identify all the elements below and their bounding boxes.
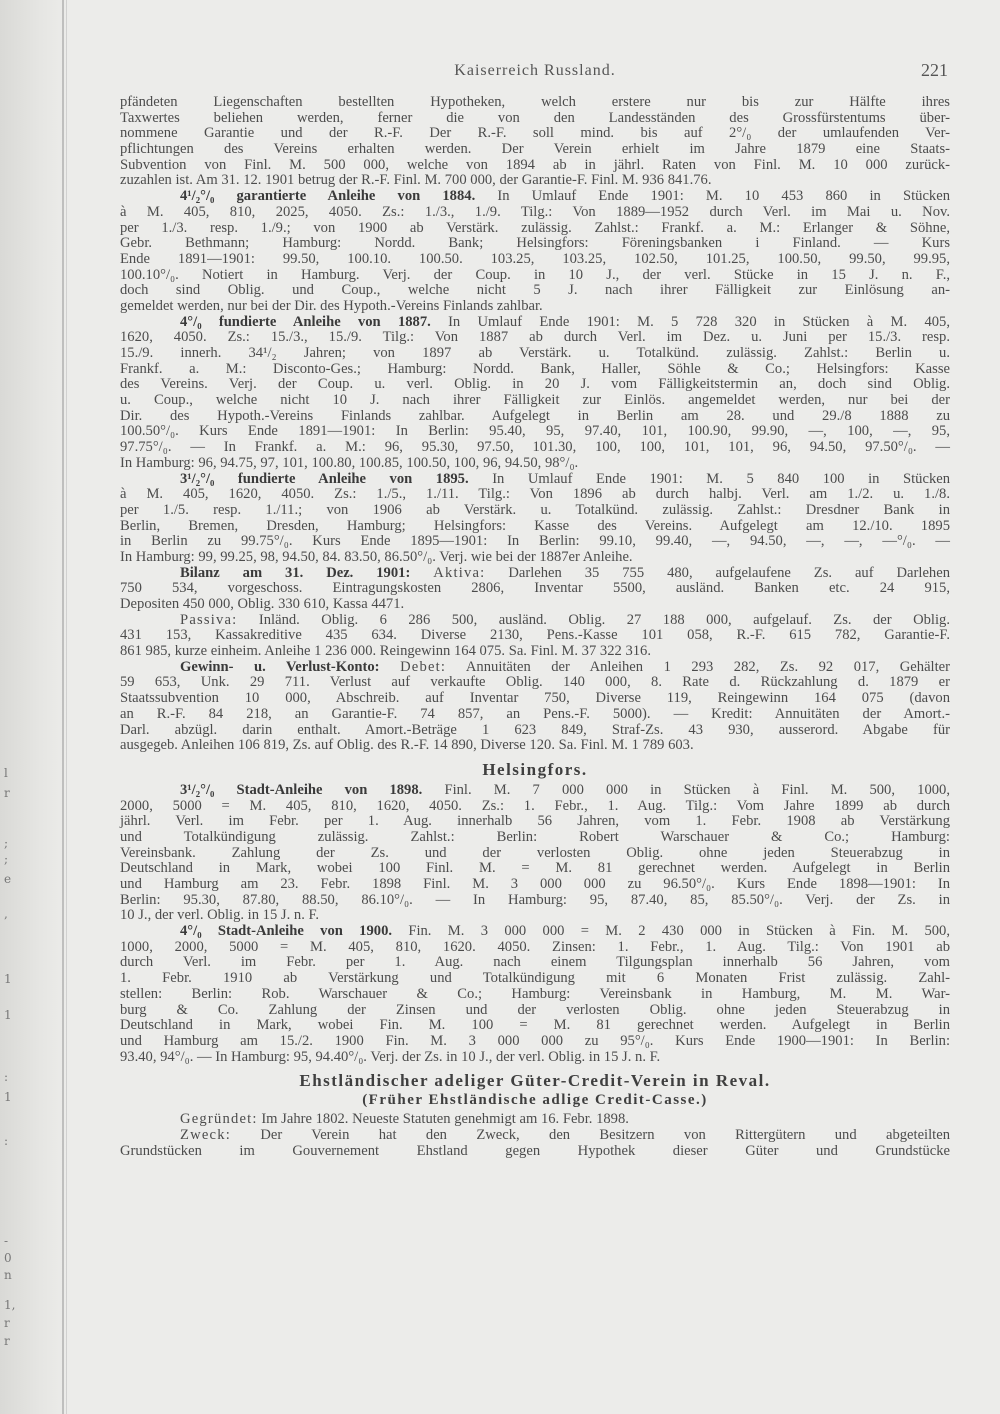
text-line: Finl. M. 7 000 000 in Stücken à Finl. M. 500, 1000, bbox=[444, 781, 950, 798]
margin-mark: r bbox=[4, 786, 10, 800]
text-line: Berlin, Bremen, Dresden, Hamburg; Helsingfors: Kasse des Vereins. Aufgelegt am 12./10. 1895 bbox=[120, 517, 950, 534]
text-line: Gebr. Bethmann; Hamburg: Nordd. Bank; Helsingfors: Föreningsbanken i Finland. — Kurs bbox=[120, 235, 950, 252]
text-line: Im Jahre 1802. Neueste Statuten genehmigt am 16. Febr. 1898. bbox=[261, 1111, 629, 1128]
page-number: 221 bbox=[921, 60, 948, 80]
text-line: Grundstücken im Gouvernement Ehstland gegen Hypothek dieser Güter und Grundstücke bbox=[120, 1142, 950, 1159]
text-line: ausgegeb. Anleihen 106 819, Zs. auf Oblig. des R.-F. 14 890, Diverse 120. Sa. Finl. M. 1 789 603. bbox=[120, 737, 694, 754]
text-line: 431 153, Kassakreditive 435 634. Diverse 2130, Pens.-Kasse 101 058, R.-F. 615 782, Garantie-F. bbox=[120, 627, 950, 644]
text-line: Ende 1891—1901: 99.50, 100.10. 100.50. 103.25, 103.25, 102.50, 101.25, 100.50, 99.50, 99.95, bbox=[120, 250, 950, 267]
text-line: 100.50°/₀. Kurs Ende 1891—1901: In Berlin: 95.40, 95, 97.40, 101, 100.90, 99.90, —, 100, —, 95, bbox=[120, 423, 950, 440]
margin-mark: r bbox=[4, 1334, 10, 1348]
text-line: Fin. M. 3 000 000 = M. 2 430 000 in Stücken à Fin. M. 500, bbox=[408, 923, 951, 940]
section-heading-estland: Ehstländischer adeliger Güter-Credit-Verein in Reval. bbox=[299, 1071, 771, 1091]
balance-label: Passiva: bbox=[180, 611, 238, 628]
text-line: burg & Co. Zahlung der Zinsen und der verlosten Oblig. ohne jeden Steuerabzug in bbox=[120, 1001, 950, 1018]
text-line: In Umlauf Ende 1901: M. 5 840 100 in Stücken bbox=[492, 470, 951, 487]
text-line: 93.40, 94°/₀. — In Hamburg: 95, 94.40°/₀. Verj. der Zs. in 10 J., der verl. Oblig. in 15 J. n. F. bbox=[120, 1048, 661, 1065]
loan-title: 4°/₀ fundierte Anleihe von 1887. bbox=[180, 313, 431, 330]
profit-loss-entry bbox=[120, 660, 950, 754]
text-line: 2000, 5000 = M. 405, 810, 1620, 4050. Zs.: 1. Febr., 1. Aug. Tilg.: Vom Jahre 1899 ab durch bbox=[120, 797, 950, 814]
loan-1884-entry bbox=[120, 189, 950, 315]
margin-mark: 1 bbox=[4, 1008, 12, 1022]
text-line: 100.10°/₀. Notiert in Hamburg. Verj. der Coup. in 10 J., der verl. Stücke in 15 J. n. F., bbox=[120, 266, 950, 283]
text-line: 1620, 4050. Zs.: 15./3., 15./9. Tilg.: Von 1887 ab durch Verl. im Dez. u. Juni per 15./3. resp. bbox=[120, 329, 950, 346]
text-line: des Vereins. Verj. der Coup. u. verl. Oblig. in 20 J. vom Fälligkeitstermin an, doch sind Oblig. bbox=[120, 376, 950, 393]
margin-mark: ; bbox=[4, 852, 9, 866]
text-line: pflichtungen des Vereins erhalten werden. Der Verein erhielt im Jahre 1879 eine Staats- bbox=[120, 141, 950, 158]
founded-label: Gegründet: bbox=[180, 1111, 258, 1128]
margin-mark: 1, bbox=[4, 1298, 16, 1312]
loan-title: 4¹/₂°/₀ garantierte Anleihe von 1884. bbox=[180, 188, 476, 205]
loan-title: 3¹/₂°/₀ Stadt-Anleihe von 1898. bbox=[180, 781, 423, 798]
text-line: in Berlin zu 99.75°/₀. Kurs Ende 1895—1901: In Berlin: 99.10, 99.40, —, 94.50, —, —, —°/₀. — bbox=[120, 533, 950, 550]
text-line: In Umlauf Ende 1901: M. 5 728 320 in Stücken à M. 405, bbox=[448, 313, 950, 330]
text-line: 97.75°/₀. — In Frankf. a. M.: 96, 95.30, 97.50, 101.30, 100, 100, 101, 101, 96, 94.50, 97.50°/₀. — bbox=[120, 439, 950, 456]
gutter-line bbox=[62, 0, 64, 1414]
text-line: Depositen 450 000, Oblig. 330 610, Kassa 4471. bbox=[120, 596, 405, 612]
text-line: an R.-F. 84 218, an Garantie-F. 74 857, an Pens.-F. 5000). — Kredit: Annuitäten der Amort.- bbox=[120, 705, 950, 722]
margin-mark: 1 bbox=[4, 972, 12, 986]
text-line: 10 J., der verl. Oblig. in 15 J. n. F. bbox=[120, 907, 320, 924]
text-line: Deutschland in Mark, wobei Fin. M. 100 = M. 81 gerechnet werden. Aufgelegt in Berlin bbox=[120, 1017, 950, 1034]
running-head: Kaiserreich Russland. bbox=[454, 62, 616, 79]
text-line: und Hamburg am 15./2. 1900 Fin. M. 3 000 000 zu 95°/₀. Kurs Ende 1900—1901: In Berlin: bbox=[120, 1032, 950, 1049]
loan-1887-entry bbox=[120, 315, 950, 472]
text-line: durch Verl. im Febr. per 1. Aug. nach einem Tilgungsplan innerhalb 56 Jahren, vom bbox=[120, 954, 950, 971]
estland-entry bbox=[120, 1112, 950, 1159]
text-line: gemeldet werden, nur bei der Dir. des Hypoth.-Vereins Finlands zahlbar. bbox=[120, 297, 543, 314]
text-line: 1. Febr. 1910 ab Verstärkung und Totalkündigung mit 6 Monaten Frist zulässig. Zahl- bbox=[120, 970, 950, 987]
text-line: à M. 405, 1620, 4050. Zs.: 1./5., 1./11. Tilg.: Von 1896 ab durch halbj. Verl. am 1./2. u. 1./8. bbox=[120, 486, 950, 503]
margin-mark: , bbox=[4, 907, 8, 921]
text-line: 750 534, vorgeschoss. Eintragungskosten 2806, Inventar 5500, ausländ. Banken etc. 24 915, bbox=[120, 580, 950, 597]
left-margin-marks bbox=[0, 0, 20, 1414]
margin-mark: : bbox=[4, 1134, 9, 1148]
margin-mark: n bbox=[4, 1268, 12, 1282]
text-line: nommene Garantie und der R.-F. Der R.-F. soll mind. bis auf 2°/₀ der umlaufenden Ver- bbox=[120, 125, 950, 142]
text-line: u. Coup., welche nicht 10 J. nach ihrer Fälligkeit zur Einlös. angemeldet werden, nur bei der bbox=[120, 392, 950, 409]
text-line: 861 985, kurze einheim. Anleihe 1 236 000. Reingewinn 164 075. Sa. Finl. M. 37 322 316. bbox=[120, 643, 652, 660]
purpose-label: Zweck: bbox=[180, 1126, 231, 1143]
text-line: Taxwertes beliehen werden, ferner die von den Landesständen des Grossfürstentums über- bbox=[120, 109, 950, 126]
margin-mark: - bbox=[4, 1234, 9, 1248]
balance-sheet-entry bbox=[120, 566, 950, 660]
text-line: Subvention von Finl. M. 500 000, welche von 1894 ab in jährl. Raten von Finl. M. 10 000 zurück- bbox=[120, 156, 950, 173]
gutter-line-inner bbox=[66, 0, 67, 1414]
margin-mark: e bbox=[4, 872, 12, 886]
profit-loss-title: Gewinn- u. Verlust-Konto: bbox=[180, 658, 380, 675]
margin-mark: r bbox=[4, 1316, 10, 1330]
margin-mark: l bbox=[4, 766, 8, 780]
text-line: In Umlauf Ende 1901: M. 10 453 860 in Stücken bbox=[497, 188, 951, 205]
section-subheading-estland: (Früher Ehstländische adlige Credit-Casse.) bbox=[362, 1092, 708, 1109]
loan-1898-entry bbox=[120, 783, 950, 924]
text-line: per 1./5. resp. 1./11.; von 1906 ab Verstärk. u. Totalkünd. zulässig. Zahlst.: Dresdner Bank in bbox=[120, 501, 950, 518]
text-line: Darl. abzügl. darin enthalt. Amort.-Beträge 1 623 849, Straf-Zs. 43 930, ausserord. Abgabe für bbox=[120, 721, 950, 738]
text-line: zuzahlen ist. Am 31. 12. 1901 betrug der R.-F. Finl. M. 700 000, der Garantie-F. Finl. M. 936 841.76. bbox=[120, 172, 712, 189]
text-line: Der Verein hat den Zweck, den Besitzern von Rittergütern und abgeteilten bbox=[260, 1126, 950, 1143]
text-line: Inländ. Oblig. 6 286 500, ausländ. Oblig. 27 188 000, aufgelauf. Zs. der Oblig. bbox=[258, 611, 950, 628]
page-header bbox=[120, 60, 950, 84]
text-line: Deutschland in Mark, wobei 100 Finl. M. = M. 81 gerechnet werden. Aufgelegt in Berlin bbox=[120, 860, 950, 877]
balance-title: Bilanz am 31. Dez. 1901: bbox=[180, 564, 411, 581]
text-line: stellen: Berlin: Rob. Warschauer & Co.; Hamburg: Vereinsbank in Hamburg, M. M. War- bbox=[120, 985, 950, 1002]
text-line: jährl. Verl. im Febr. per 1. Aug. innerhalb 56 Jahren, vom 1. Febr. 1908 ab Verstärkung bbox=[120, 813, 950, 830]
text-line: Frankf. a. M.: Disconto-Ges.; Hamburg: Nordd. Bank, Haller, Söhle & Co.; Helsingfors: Kasse bbox=[120, 360, 950, 377]
loan-title: 4°/₀ Stadt-Anleihe von 1900. bbox=[180, 923, 393, 940]
text-line: 1000, 2000, 5000 = M. 405, 810, 1620. 4050. Zinsen: 1. Febr., 1. Aug. Tilg.: Von 1901 ab bbox=[120, 938, 950, 955]
text-line: Staatssubvention 10 000, Abschreib. auf Inventar 750, Diverse 119, Reingewinn 164 075 (davon bbox=[120, 690, 950, 707]
text-line: Annuitäten der Anleihen 1 293 282, Zs. 92 017, Gehälter bbox=[465, 658, 950, 675]
text-line: In Hamburg: 96, 94.75, 97, 101, 100.80, 100.85, 100.50, 100, 96, 94.50, 98°/₀. bbox=[120, 454, 579, 471]
balance-label: Aktiva: bbox=[433, 564, 486, 581]
margin-mark: ; bbox=[4, 836, 9, 850]
intro-paragraph bbox=[120, 95, 950, 189]
text-line: 15./9. innerh. 34¹/₂ Jahren; von 1897 ab Verstärk. u. Totalkünd. zulässig. Zahlst.: Berlin u. bbox=[120, 345, 950, 361]
text-line: und Totalkündigung zulässig. Zahlst.: Berlin: Robert Warschauer & Co.; Hamburg: bbox=[120, 828, 950, 845]
section-heading-helsingfors: Helsingfors. bbox=[482, 759, 588, 779]
text-line: Vereinsbank. Zahlung der Zs. und der verlosten Oblig. ohne jeden Steuerabzug in bbox=[120, 844, 950, 861]
text-line: Dir. des Hypoth.-Vereins Finlands zahlbar. Aufgelegt in Berlin am 28. und 29./8 1888 zu bbox=[120, 407, 950, 424]
text-line: pfändeten Liegenschaften bestellten Hypotheken, welch erstere nur bis zur Hälfte ihres bbox=[120, 94, 950, 110]
margin-mark: 1 bbox=[4, 1090, 12, 1104]
text-line: doch sind Oblig. und Coup., welche nicht 5 J. nach ihrer Fälligkeit zur Einlösung an- bbox=[120, 282, 950, 299]
page-body bbox=[120, 95, 950, 1159]
text-line: In Hamburg: 99, 99.25, 98, 94.50, 84. 83.50, 86.50°/₀. Verj. wie bei der 1887er Anleihe. bbox=[120, 548, 633, 565]
loan-title: 3¹/₂°/₀ fundierte Anleihe von 1895. bbox=[180, 470, 469, 487]
margin-mark: : bbox=[4, 1070, 9, 1084]
loan-1895-entry bbox=[120, 472, 950, 566]
text-line: und Hamburg am 23. Febr. 1898 Finl. M. 3 000 000 zu 96.50°/₀. Kurs Ende 1898—1901: In bbox=[120, 876, 950, 892]
margin-mark: 0 bbox=[4, 1251, 12, 1265]
text-line: per 1./3. resp. 1./9.; von 1900 ab Verstärk. zulässig. Zahlst.: Frankf. a. M.: Erlanger & Söhne, bbox=[120, 219, 950, 236]
text-line: 59 653, Unk. 29 711. Verlust auf verkaufte Oblig. 140 000, 8. Rate d. Rückzahlung d. 1879 er bbox=[120, 674, 950, 691]
loan-1900-entry bbox=[120, 924, 950, 1065]
text-line: Darlehen 35 755 480, aufgelaufene Zs. auf Darlehen bbox=[508, 564, 950, 581]
text-line: à M. 405, 810, 2025, 4050. Zs.: 1./3., 1./9. Tilg.: Von 1889—1952 durch Verl. im Mai u. Nov. bbox=[120, 203, 950, 220]
text-line: Berlin: 95.30, 87.80, 88.50, 86.10°/₀. — In Hamburg: 95, 87.40, 85, 85.50°/₀. Verj. der Zs. in bbox=[120, 891, 950, 908]
profit-loss-label: Debet: bbox=[400, 658, 447, 675]
